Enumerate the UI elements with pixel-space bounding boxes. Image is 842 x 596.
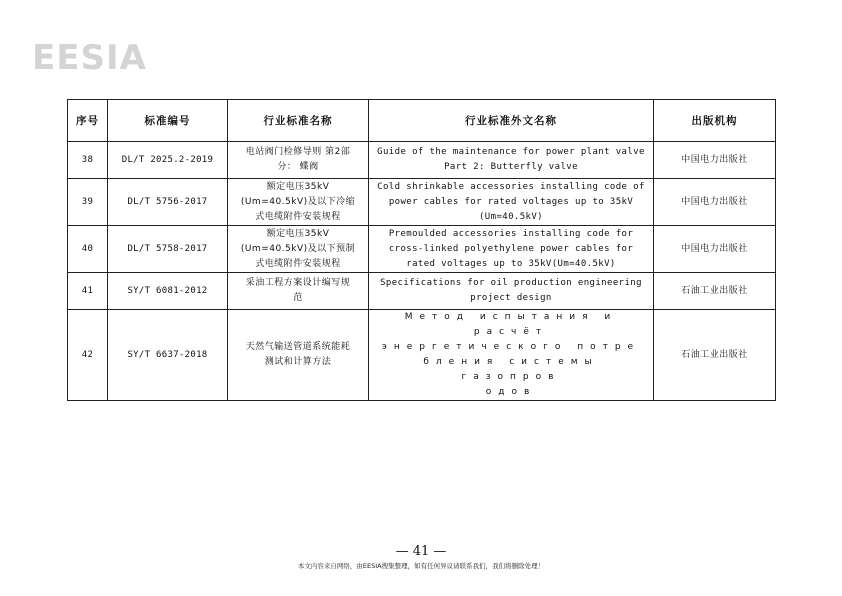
row-foreign-name: Метод испытания и расчёт энергетического потре бления системы газопров одов — [369, 310, 654, 401]
row-standard-name: 天然气输送管道系统能耗 测试和计算方法 — [228, 310, 369, 401]
header-standard-name: 行业标准名称 — [228, 100, 369, 142]
row-foreign-name: Guide of the maintenance for power plant valve Part 2: Butterfly valve — [369, 142, 654, 179]
row-seq: 41 — [68, 273, 108, 310]
row-standard-name: 额定电压35kV (Um=40.5kV)及以下预制 式电缆附件安装规程 — [228, 226, 369, 273]
row-standard-number: SY/T 6637-2018 — [108, 310, 228, 401]
header-foreign-name: 行业标准外文名称 — [369, 100, 654, 142]
row-seq: 40 — [68, 226, 108, 273]
row-seq: 39 — [68, 179, 108, 226]
row-standard-number: DL/T 5756-2017 — [108, 179, 228, 226]
row-publisher: 中国电力出版社 — [654, 142, 776, 179]
table-row — [68, 310, 776, 401]
footer-disclaimer: 本文内容来自网络，由EESIA搜集整理，如有任何异议请联系我们，我们将删除处理！ — [297, 562, 545, 570]
table-row — [68, 226, 776, 273]
row-foreign-name: Cold shrinkable accessories installing code of power cables for rated voltages up to 35kV (Um=40.5kV) — [369, 179, 654, 226]
row-publisher: 中国电力出版社 — [654, 226, 776, 273]
eesia-logo: EESIA — [32, 38, 147, 78]
row-publisher: 石油工业出版社 — [654, 273, 776, 310]
row-standard-number: SY/T 6081-2012 — [108, 273, 228, 310]
header-publisher: 出版机构 — [654, 100, 776, 142]
row-standard-name: 额定电压35kV (Um=40.5kV)及以下冷缩 式电缆附件安装规程 — [228, 179, 369, 226]
table-row — [68, 273, 776, 310]
row-publisher: 石油工业出版社 — [654, 310, 776, 401]
row-foreign-name: Premoulded accessories installing code for cross-linked polyethylene power cables for rated voltages up to 35kV(Um=40.5kV) — [369, 226, 654, 273]
table-row — [68, 179, 776, 226]
table-header-row — [68, 100, 776, 142]
row-standard-number: DL/T 5758-2017 — [108, 226, 228, 273]
row-standard-number: DL/T 2025.2-2019 — [108, 142, 228, 179]
table-row — [68, 142, 776, 179]
standards-table — [67, 99, 776, 401]
row-standard-name: 电站阀门检修导则 第2部 分： 蝶阀 — [228, 142, 369, 179]
row-seq: 42 — [68, 310, 108, 401]
header-seq: 序号 — [68, 100, 108, 142]
row-seq: 38 — [68, 142, 108, 179]
row-standard-name: 采油工程方案设计编写规 范 — [228, 273, 369, 310]
row-publisher: 中国电力出版社 — [654, 179, 776, 226]
page-number: — 41 — — [395, 544, 447, 559]
row-foreign-name: Specifications for oil production engineering project design — [369, 273, 654, 310]
header-standard-number: 标准编号 — [108, 100, 228, 142]
